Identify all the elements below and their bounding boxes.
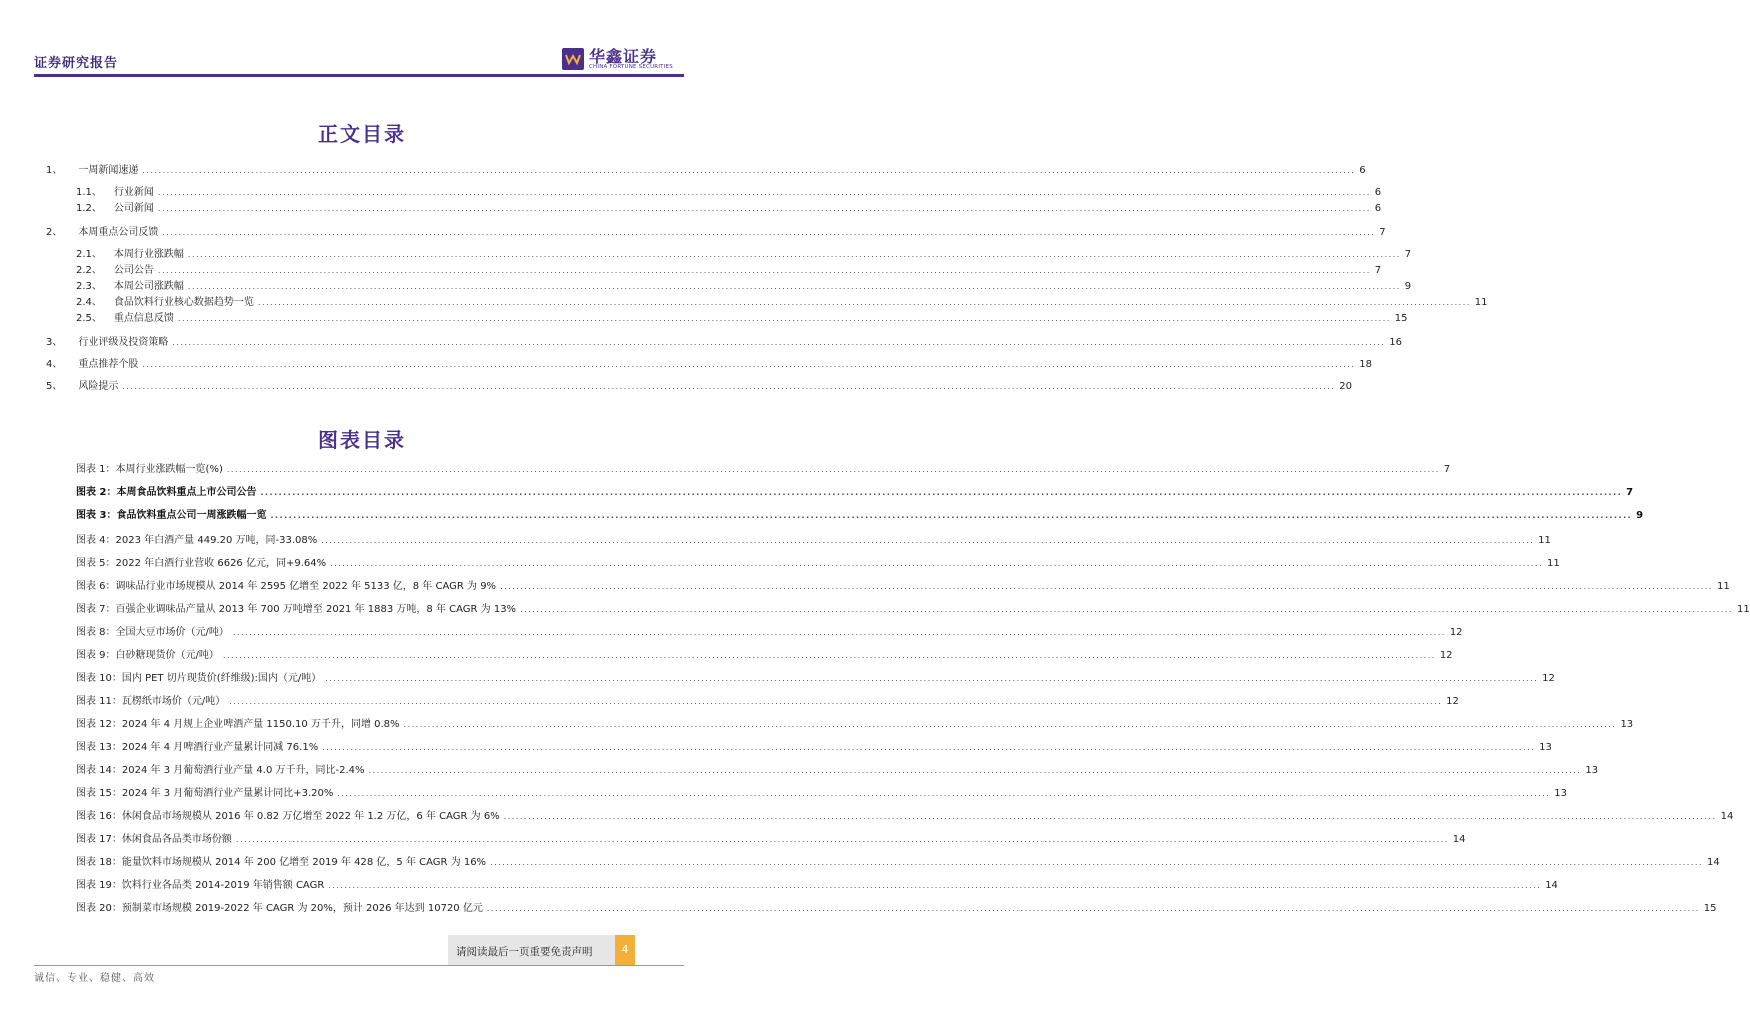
- toc-entry-page: 16: [1389, 337, 1402, 348]
- figure-entry-label: 图表 14：2024 年 3 月葡萄酒行业产量 4.0 万千升，同比-2.4%: [76, 765, 365, 776]
- figure-entry-label: 图表 4：2023 年白酒产量 449.20 万吨，同-33.08%: [76, 535, 318, 546]
- figure-entry-page: 14: [1452, 834, 1466, 845]
- figure-entry-label: 图表 15：2024 年 3 月葡萄酒行业产量累计同比+3.20%: [76, 788, 334, 799]
- dot-leader: ............................................................................................................................................................................................................................................................................................................: [520, 605, 1733, 614]
- figure-entry[interactable]: [76, 484, 1634, 498]
- figure-entry-label: 图表 19：饮料行业各品类 2014-2019 年销售额 CAGR: [76, 880, 325, 891]
- figure-entry[interactable]: [76, 900, 1717, 914]
- toc-entry-page: 15: [1394, 313, 1408, 324]
- figure-entry-page: 11: [1736, 604, 1750, 615]
- figure-entry[interactable]: [76, 532, 1551, 546]
- dot-leader: ............................................................................................................................................................................................................................................................................................................: [222, 651, 1436, 660]
- report-type-label: 证券研究报告: [34, 56, 119, 71]
- figure-entry-page: 14: [1706, 857, 1720, 868]
- figure-entry-page: 11: [1538, 535, 1551, 546]
- toc-entry-label: 行业新闻: [113, 187, 154, 198]
- figure-entry[interactable]: [76, 601, 1750, 615]
- figure-entry-label: 图表 10：国内 PET 切片现货价(纤维级):国内（元/吨）: [76, 673, 322, 684]
- disclaimer-text[interactable]: 请阅读最后一页重要免责声明: [456, 946, 593, 958]
- figure-entry[interactable]: [76, 808, 1734, 822]
- toc-entry-number: 2.3、: [76, 281, 102, 292]
- figure-entry[interactable]: [76, 831, 1466, 845]
- figure-entry-label: 图表 3：食品饮料重点公司一周涨跌幅一览: [76, 510, 267, 521]
- dot-leader: ............................................................................................................................................................................................................................................................................................................: [157, 204, 1371, 213]
- dot-leader: ............................................................................................................................................................................................................................................................................................................: [235, 835, 1449, 844]
- figure-entry-label: 图表 9：白砂糖现货价（元/吨）: [76, 650, 219, 661]
- figure-entry-page: 11: [1547, 558, 1560, 569]
- figure-entry-page: 14: [1545, 880, 1558, 891]
- toc-entry-number: 2、: [46, 227, 63, 238]
- figure-entry[interactable]: [76, 624, 1463, 638]
- figure-entry-page: 12: [1446, 696, 1459, 707]
- toc-entry-number: 1.1、: [76, 187, 102, 198]
- logo-english-name: CHINA FORTUNE SECURITIES: [589, 64, 673, 70]
- figure-entry[interactable]: [76, 785, 1568, 799]
- toc-entry[interactable]: [76, 246, 1412, 260]
- toc-entry[interactable]: [46, 334, 1402, 348]
- figure-entry-page: 13: [1620, 719, 1634, 730]
- dot-leader: ............................................................................................................................................................................................................................................................................................................: [270, 511, 1633, 520]
- toc-entry-number: 2.4、: [76, 297, 102, 308]
- toc-entry-label: 风险提示: [78, 381, 119, 392]
- footer-divider: [34, 965, 684, 966]
- dot-leader: ............................................................................................................................................................................................................................................................................................................: [500, 582, 1713, 591]
- dot-leader: ............................................................................................................................................................................................................................................................................................................: [162, 228, 1376, 237]
- figure-entry[interactable]: [76, 854, 1720, 868]
- figure-entry-label: 图表 5：2022 年白酒行业营收 6626 亿元，同+9.64%: [76, 558, 327, 569]
- toc-entry-number: 3、: [46, 337, 63, 348]
- toc-entry-label: 行业评级及投资策略: [78, 337, 169, 348]
- figure-entry-page: 13: [1585, 765, 1599, 776]
- figure-entry-label: 图表 12：2024 年 4 月规上企业啤酒产量 1150.10 万千升，同增 0.8%: [76, 719, 400, 730]
- toc-entry[interactable]: [76, 278, 1412, 292]
- toc-entry-number: 2.1、: [76, 249, 102, 260]
- dot-leader: ............................................................................................................................................................................................................................................................................................................: [330, 559, 1544, 568]
- dot-leader: ............................................................................................................................................................................................................................................................................................................: [490, 858, 1703, 867]
- toc-entry-page: 9: [1404, 281, 1412, 292]
- figure-entry[interactable]: [76, 762, 1599, 776]
- dot-leader: ............................................................................................................................................................................................................................................................................................................: [260, 488, 1623, 497]
- toc-entry-number: 2.2、: [76, 265, 102, 276]
- dot-leader: ............................................................................................................................................................................................................................................................................................................: [486, 904, 1700, 913]
- figure-entry-page: 13: [1539, 742, 1552, 753]
- toc-title: 正文目录: [318, 122, 406, 146]
- dot-leader: ............................................................................................................................................................................................................................................................................................................: [229, 697, 1443, 706]
- figure-entry-page: 14: [1720, 811, 1734, 822]
- figure-entry-label: 图表 1：本周行业涨跌幅一览(%): [76, 464, 223, 475]
- toc-entry-label: 本周重点公司反馈: [78, 227, 159, 238]
- toc-entry-number: 1、: [46, 165, 63, 176]
- dot-leader: ............................................................................................................................................................................................................................................................................................................: [187, 282, 1401, 291]
- figure-entry-label: 图表 17：休闲食品各品类市场份额: [76, 834, 232, 845]
- dot-leader: ............................................................................................................................................................................................................................................................................................................: [337, 789, 1551, 798]
- dot-leader: ............................................................................................................................................................................................................................................................................................................: [187, 250, 1401, 259]
- dot-leader: ............................................................................................................................................................................................................................................................................................................: [122, 382, 1336, 391]
- dot-leader: ............................................................................................................................................................................................................................................................................................................: [142, 360, 1356, 369]
- toc-entry-page: 6: [1374, 187, 1382, 198]
- toc-entry-page: 6: [1374, 203, 1382, 214]
- page-number: 4: [615, 935, 635, 965]
- toc-entry-number: 1.2、: [76, 203, 102, 214]
- toc-entry[interactable]: [76, 262, 1382, 276]
- figure-entry-label: 图表 20：预制菜市场规模 2019-2022 年 CAGR 为 20%，预计 2026 年达到 10720 亿元: [76, 903, 483, 914]
- toc-entry-page: 7: [1404, 249, 1412, 260]
- figure-entry-label: 图表 2：本周食品饮料重点上市公司公告: [76, 487, 257, 498]
- toc-entry-number: 5、: [46, 381, 63, 392]
- figure-entry-page: 12: [1542, 673, 1555, 684]
- figure-entry-label: 图表 16：休闲食品市场规模从 2016 年 0.82 万亿增至 2022 年 1.2 万亿，6 年 CAGR 为 6%: [76, 811, 500, 822]
- dot-leader: ............................................................................................................................................................................................................................................................................................................: [157, 188, 1371, 197]
- toc-entry[interactable]: [76, 294, 1488, 308]
- figures-title: 图表目录: [318, 428, 406, 452]
- figure-entry[interactable]: [76, 670, 1555, 684]
- figure-entry[interactable]: [76, 555, 1560, 569]
- toc-entry-label: 重点信息反馈: [113, 313, 174, 324]
- figure-entry-label: 图表 6：调味品行业市场规模从 2014 年 2595 亿增至 2022 年 5133 亿，8 年 CAGR 为 9%: [76, 581, 497, 592]
- figure-entry-label: 图表 8：全国大豆市场价（元/吨）: [76, 627, 229, 638]
- dot-leader: ............................................................................................................................................................................................................................................................................................................: [328, 881, 1542, 890]
- toc-entry-label: 一周新闻速递: [78, 165, 139, 176]
- figure-entry-label: 图表 18：能量饮料市场规模从 2014 年 200 亿增至 2019 年 428 亿，5 年 CAGR 为 16%: [76, 857, 487, 868]
- figure-entry[interactable]: [76, 507, 1644, 521]
- figure-entry-page: 9: [1636, 510, 1644, 521]
- dot-leader: ............................................................................................................................................................................................................................................................................................................: [322, 743, 1536, 752]
- toc-entry-label: 本周行业涨跌幅: [113, 249, 184, 260]
- toc-entry-label: 食品饮料行业核心数据趋势一览: [113, 297, 254, 308]
- toc-entry-label: 本周公司涨跌幅: [113, 281, 184, 292]
- dot-leader: ............................................................................................................................................................................................................................................................................................................: [157, 266, 1371, 275]
- toc-entry-page: 18: [1359, 359, 1372, 370]
- figure-entry-page: 11: [1716, 581, 1730, 592]
- figure-entry-page: 7: [1443, 464, 1451, 475]
- dot-leader: ............................................................................................................................................................................................................................................................................................................: [321, 536, 1535, 545]
- toc-entry-page: 11: [1474, 297, 1488, 308]
- logo-mark-icon: [562, 48, 584, 70]
- toc-entry[interactable]: [46, 224, 1386, 238]
- toc-entry[interactable]: [46, 356, 1372, 370]
- toc-entry[interactable]: [76, 184, 1382, 198]
- logo-chinese-name: 华鑫证券: [589, 47, 658, 66]
- figure-entry-page: 12: [1449, 627, 1463, 638]
- page-header: [0, 0, 724, 80]
- figure-entry[interactable]: [76, 461, 1451, 475]
- figure-entry-page: 12: [1439, 650, 1453, 661]
- dot-leader: ............................................................................................................................................................................................................................................................................................................: [142, 166, 1356, 175]
- figure-entry-label: 图表 13：2024 年 4 月啤酒行业产量累计同减 76.1%: [76, 742, 319, 753]
- toc-entry-number: 4、: [46, 359, 63, 370]
- company-motto: 诚信、专业、稳健、高效: [34, 973, 155, 984]
- toc-entry-page: 20: [1339, 381, 1352, 392]
- figure-entry[interactable]: [76, 693, 1459, 707]
- dot-leader: ............................................................................................................................................................................................................................................................................................................: [257, 298, 1471, 307]
- dot-leader: ............................................................................................................................................................................................................................................................................................................: [232, 628, 1446, 637]
- figure-entry[interactable]: [76, 578, 1730, 592]
- dot-leader: ............................................................................................................................................................................................................................................................................................................: [177, 314, 1391, 323]
- dot-leader: ............................................................................................................................................................................................................................................................................................................: [226, 465, 1440, 474]
- toc-entry-page: 6: [1359, 165, 1366, 176]
- dot-leader: ............................................................................................................................................................................................................................................................................................................: [368, 766, 1582, 775]
- figure-entry[interactable]: [76, 716, 1634, 730]
- header-divider: [34, 74, 684, 77]
- toc-entry-label: 重点推荐个股: [78, 359, 139, 370]
- toc-entry[interactable]: [46, 378, 1352, 392]
- company-logo: [562, 46, 672, 72]
- figure-entry-label: 图表 7：百强企业调味品产量从 2013 年 700 万吨增至 2021 年 1883 万吨，8 年 CAGR 为 13%: [76, 604, 517, 615]
- toc-entry-page: 7: [1379, 227, 1386, 238]
- toc-entry-number: 2.5、: [76, 313, 102, 324]
- toc-entry[interactable]: [46, 162, 1366, 176]
- figure-entry[interactable]: [76, 739, 1552, 753]
- figure-entry[interactable]: [76, 647, 1453, 661]
- dot-leader: ............................................................................................................................................................................................................................................................................................................: [325, 674, 1539, 683]
- toc-entry-label: 公司新闻: [113, 203, 154, 214]
- toc-entry[interactable]: [76, 310, 1408, 324]
- toc-entry[interactable]: [76, 200, 1382, 214]
- figure-entry-page: 15: [1703, 903, 1717, 914]
- toc-entry-page: 7: [1374, 265, 1382, 276]
- figure-entry-page: 7: [1626, 487, 1634, 498]
- dot-leader: ............................................................................................................................................................................................................................................................................................................: [403, 720, 1617, 729]
- toc-entry-label: 公司公告: [113, 265, 154, 276]
- dot-leader: ............................................................................................................................................................................................................................................................................................................: [172, 338, 1386, 347]
- figure-entry[interactable]: [76, 877, 1558, 891]
- dot-leader: ............................................................................................................................................................................................................................................................................................................: [503, 812, 1717, 821]
- figure-entry-page: 13: [1554, 788, 1568, 799]
- figure-entry-label: 图表 11：瓦楞纸市场价（元/吨）: [76, 696, 226, 707]
